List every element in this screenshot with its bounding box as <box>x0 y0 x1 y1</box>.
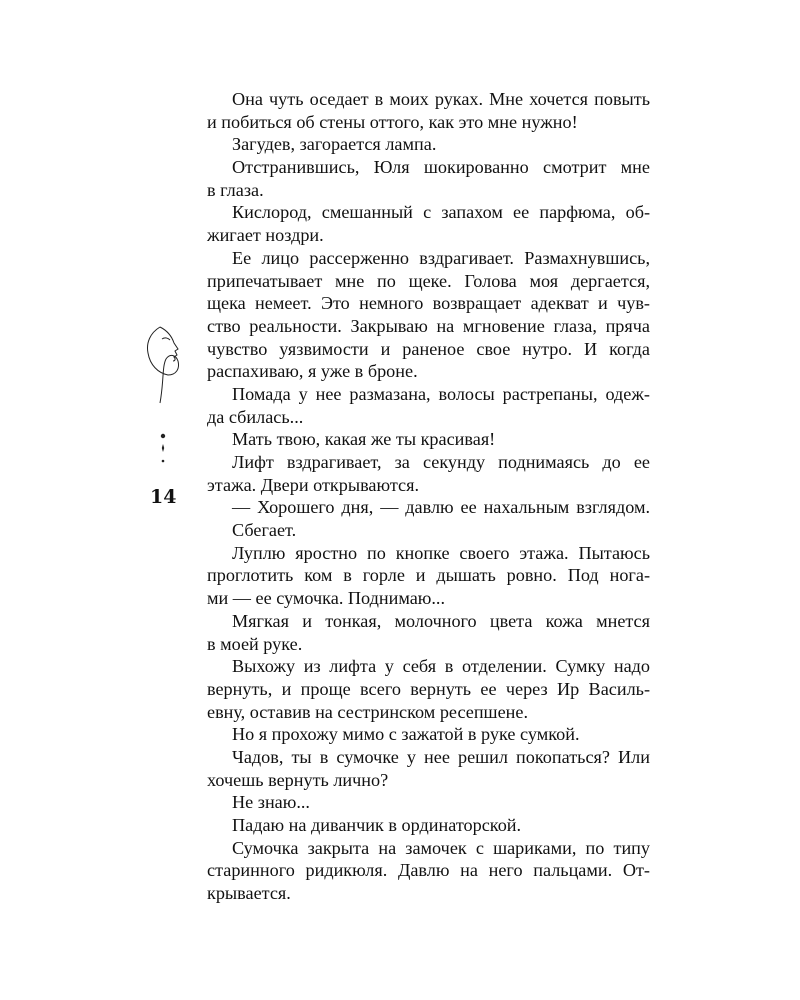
text-line: в глаза. <box>207 179 264 200</box>
text-line: Загудев, загорается лампа. <box>232 134 437 155</box>
text-line: евну, оставив на сестринском ресепшене. <box>207 701 528 722</box>
text-line: чувство уязвимости и раненое свое нутро. И когда <box>207 338 650 359</box>
text-line: Падаю на диванчик в ординаторской. <box>232 815 522 835</box>
ornament-dots-icon <box>156 432 170 466</box>
body-text <box>207 88 650 905</box>
text-line: Мягкая и тонкая, молочного цвета кожа мнется <box>232 610 650 631</box>
text-line: жигает ноздри. <box>207 225 324 246</box>
text-line: вернуть, и проще всего вернуть ее через Ир Василь- <box>207 678 650 699</box>
text-line: — Хорошего дня, — давлю ее нахальным взглядом. <box>232 497 650 518</box>
face-line-drawing-icon <box>140 325 190 405</box>
text-line: Ее лицо рассерженно вздрагивает. Размахнувшись, <box>232 247 650 268</box>
text-line: Сбегает. <box>232 520 297 541</box>
text-line: Луплю яростно по кнопке своего этажа. Пытаюсь <box>232 542 650 563</box>
text-line: Не знаю... <box>232 792 310 813</box>
text-line: Чадов, ты в сумочке у нее решил покопаться? Или <box>232 746 650 767</box>
text-line: припечатывает мне по щеке. Голова моя дергается, <box>207 270 650 291</box>
text-line: Помада у нее размазана, волосы растрепаны, одеж- <box>232 383 650 404</box>
text-line: Кислород, смешанный с запахом ее парфюма, об- <box>232 202 650 223</box>
text-line: ство реальности. Закрываю на мгновение глаза, пряча <box>207 315 650 336</box>
text-line: старинного ридикюля. Давлю на него пальцами. От- <box>207 860 650 881</box>
text-line: щека немеет. Это немного возвращает адекват и чув- <box>207 293 650 314</box>
text-line: этажа. Двери открываются. <box>207 474 419 495</box>
text-line: и побиться об стены оттого, как это мне нужно! <box>207 111 578 132</box>
text-line: Лифт вздрагивает, за секунду поднимаясь до ее <box>232 452 650 472</box>
text-line: хочешь вернуть лично? <box>207 769 389 790</box>
text-line: Но я прохожу мимо с зажатой в руке сумкой. <box>232 724 580 745</box>
text-line: Она чуть оседает в моих руках. Мне хочется повыть <box>232 89 650 109</box>
page-number: 14 <box>150 486 177 508</box>
text-line: проглотить ком в горле и дышать ровно. Под нога- <box>207 565 650 586</box>
text-line: Отстранившись, Юля шокированно смотрит мне <box>232 157 650 178</box>
text-line: ми — ее сумочка. Поднимаю... <box>207 588 446 609</box>
text-line: крывается. <box>207 883 291 904</box>
text-line: Мать твою, какая же ты красивая! <box>232 429 496 450</box>
text-line: в моей руке. <box>207 633 303 654</box>
text-line: Выхожу из лифта у себя в отделении. Сумку надо <box>232 656 650 677</box>
text-line: да сбилась... <box>207 406 304 427</box>
text-line: распахиваю, я уже в броне. <box>207 361 418 382</box>
text-line: Сумочка закрыта на замочек с шариками, по типу <box>232 837 650 858</box>
